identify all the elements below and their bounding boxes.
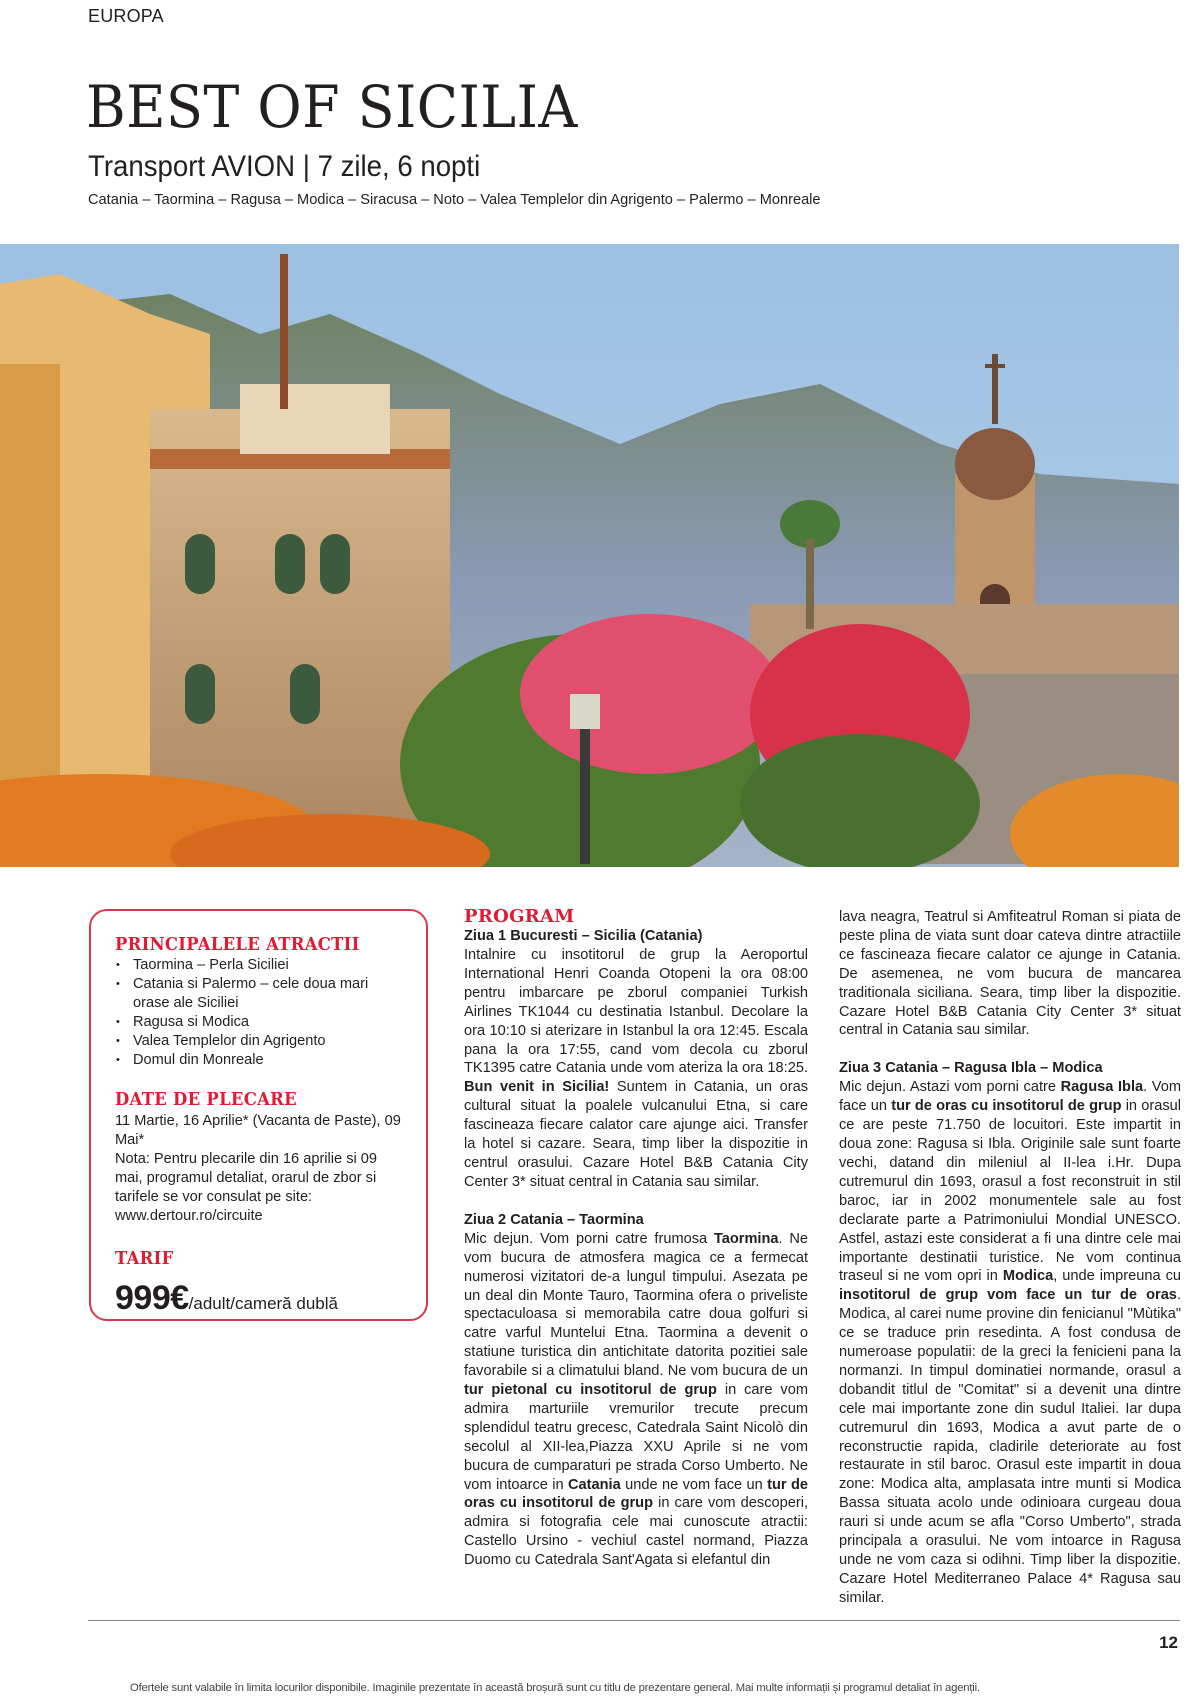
attraction-item: • Ragusa si Modica [115, 1013, 406, 1032]
day-3-text-part: Mic dejun. Astazi vom porni catre [839, 1079, 1061, 1096]
program-column-continued [839, 908, 1181, 1608]
page-title: BEST OF SICILIA [86, 73, 578, 141]
page-number: 12 [1159, 1633, 1178, 1652]
day-1-title: Ziua 1 Bucuresti – Sicilia (Catania) [464, 928, 703, 944]
departure-dates-heading: DATE DE PLECARE [115, 1090, 297, 1110]
attraction-item: • Valea Templelor din Agrigento [115, 1032, 406, 1051]
day-1-text-part: Intalnire cu insotitorul de grup la Aeroportul International Henri Coanda Otopeni la ora 08:00 pentru imbarcare pe zborul companiei Turkish Airlines TK1044 cu destinatia Istanbul. Decolare la ora 10:10 si aterizare in Istanbul la ora 12:45. Escala pana la ora 17:55, cand vom decola cu zborul TK1395 catre Catania unde vom ateriza la ora 18:25. [464, 947, 808, 1077]
day-2-text-part: in care vom descoperi, admira si fotografia cele mai cunoscute atractii: Castello Ursino - vechiul castel normand, Piazza Duomo cu Catedrala Sant'Agata si elefantul din [464, 1495, 808, 1569]
attractions-heading: PRINCIPALELE ATRACTII [115, 935, 360, 955]
section-label: EUROPA [88, 6, 164, 26]
attraction-item: • Taormina – Perla Siciliei [115, 956, 406, 975]
day-3-text [839, 1078, 1181, 1607]
attraction-item: • Catania si Palermo – cele doua mari orase ale Siciliei [115, 975, 406, 1013]
program-column [464, 907, 808, 1570]
day-3-highlight: Ragusa Ibla [1060, 1079, 1144, 1096]
day-3-title: Ziua 3 Catania – Ragusa Ibla – Modica [839, 1060, 1103, 1077]
day-2-text [464, 1230, 808, 1570]
day-2-highlight: Catania [568, 1476, 621, 1493]
attraction-item: • Domul din Monreale [115, 1051, 406, 1070]
day-2-text-part: in care vom admira marturiile vremurilor trecute precum splendidul teatru grecesc, Catedrala Saint Nicolò din secolul al XII-lea,Piazza XXU Aprile si ne vom bucura de cumparaturi pe strada Corso Umberto. Ne vom intoarce in [464, 1382, 809, 1493]
taormina-landscape-image [0, 244, 1179, 867]
hero-photo [0, 244, 1179, 867]
day-2-highlight: tur pietonal cu insotitorul de grup [464, 1382, 717, 1399]
trip-info-box [89, 909, 428, 1321]
departure-dates-list: 11 Martie, 16 Aprilie* (Vacanta de Paste), 09 Mai* [115, 1113, 401, 1148]
footer-divider [88, 1620, 1180, 1621]
day-3-text-part: . Vom face un [839, 1079, 1181, 1115]
day-2-text-part: . Ne vom bucura de atmosfera magica ce a fermecat numerosi vizitatori de-a lungul timpului. Asezata pe un deal din Monte Tauro, Taormina ofera o priveliste spectaculoasa si memorabila catre doua golfuri si catre varful Muntelui Etna. Taormina a devenit o statiune turistica din antichitate datorita pozitiei sale favorabile si a climatului bland. Ne vom bucura de un [464, 1230, 808, 1380]
day-1-highlight: Bun venit in Sicilia! [464, 1079, 610, 1096]
day-2-title: Ziua 2 Catania – Taormina [464, 1211, 644, 1228]
day-2-text-continued: lava neagra, Teatrul si Amfiteatrul Roman si piata de peste plina de viata sunt doar cateva dintre atractiile ce fascineaza fiecare calator ce ajunge in Catania. De asemenea, ne vom bucura de mancarea traditionala siciliana. Seara, timp liber la dispozitie. Cazare Hotel B&B Catania City Center 3* situat central in Catania sau similar. [839, 909, 1181, 1039]
day-3-text-part: in orasul ce are peste 71.750 de locuitori. Este impartit in doua zone: Ragusa si Ibla. Originile sale sunt foarte vechi, datand din mileniul al II-lea i.Hr. Dupa cutremurul din 1693, orasul a fost reconstruit in stil baroc, iar in 2002 monumentele sale au fost declarate parte a Patrimoniului Mondial UNESCO. Astfel, astazi este considerat a fi una dintre cele mai importante destinatii turistice. Ne vom continua traseul si ne vom opri in [839, 1098, 1181, 1285]
day-3-highlight: insotitorul de grup vom face un tur de oras [839, 1287, 1177, 1304]
day-2-highlight: Taormina [713, 1230, 779, 1247]
departure-note: Nota: Pentru plecarile din 16 aprilie si 09 mai, programul detaliat, orarul de zbor si tarifele se vor consulat pe site: www.dertour.ro/circuite [115, 1151, 378, 1224]
day-2-highlight: tur de oras cu insotitorul de grup [464, 1476, 809, 1512]
day-3-highlight: tur de oras cu insotitorul de grup [891, 1098, 1122, 1115]
departure-dates [115, 1112, 406, 1226]
price-value: 999€ [115, 1279, 189, 1317]
price-unit: /adult/cameră dublă [188, 1294, 338, 1313]
day-2-text-part: Mic dejun. Vom porni catre frumosa [464, 1230, 714, 1247]
trip-subtitle: Transport AVION | 7 zile, 6 nopti [88, 150, 481, 183]
day-1-text-part: Suntem in Catania, un oras cultural situat la poalele vulcanului Etna, si care fascineaza fiecare calator care ajunge aici. Transfer la hotel si cazare. Seara, timp liber la dispozitie in centrul orasului. Cazare Hotel B&B Catania City Center 3* situat central in Catania sau similar. [464, 1079, 809, 1190]
price-row [115, 1279, 406, 1318]
footer-disclaimer: Ofertele sunt valabile în limita locurilor disponibile. Imaginile prezentate în această broșură sunt cu titlu de prezentare general. Mai multe informații și programul detaliat în agenții. [130, 1682, 980, 1694]
day-1-text [464, 946, 808, 1192]
day-3-text-part: . Modica, al carei nume provine din fenicianul "Mùtika" ce se traduce prin resedinta. A fost condusa de numeroase populatii: de la greci la fenicieni pana la normanzi. In timpul dominatiei normande, orasul a dobandit titlul de "Comitat" si a devenit una dintre cele mai importante zone din sudul Italiei. Iar dupa cutremurul din 1693, Modica a avut parte de o reconstructie rapida, cladirile deteriorate au fost restaurate in stil baroc. Orasul este impartit in doua zone: Modica alta, amplasata intre munti si Modica Bassa situata acolo unde odinioara curgeau doua rauri si unde acum se afla "Corso Umberto", strada principala a orasului. Ne vom intoarce in Ragusa unde ne vom caza si odihni. Timp liber la dispozitie. Cazare Hotel Mediterraneo Palace 4* Ragusa sau similar. [839, 1287, 1181, 1606]
day-3-highlight: Modica [1002, 1268, 1054, 1285]
route-list: Catania – Taormina – Ragusa – Modica – Siracusa – Noto – Valea Templelor din Agrigento – Palermo – Monreale [88, 192, 821, 208]
tarif-heading: TARIF [115, 1249, 174, 1269]
day-3-text-part: , unde impreuna cu [1053, 1268, 1181, 1285]
program-heading: PROGRAM [464, 906, 575, 927]
day-2-text-part: unde ne vom face un [620, 1476, 768, 1493]
attractions-list [115, 956, 406, 1070]
